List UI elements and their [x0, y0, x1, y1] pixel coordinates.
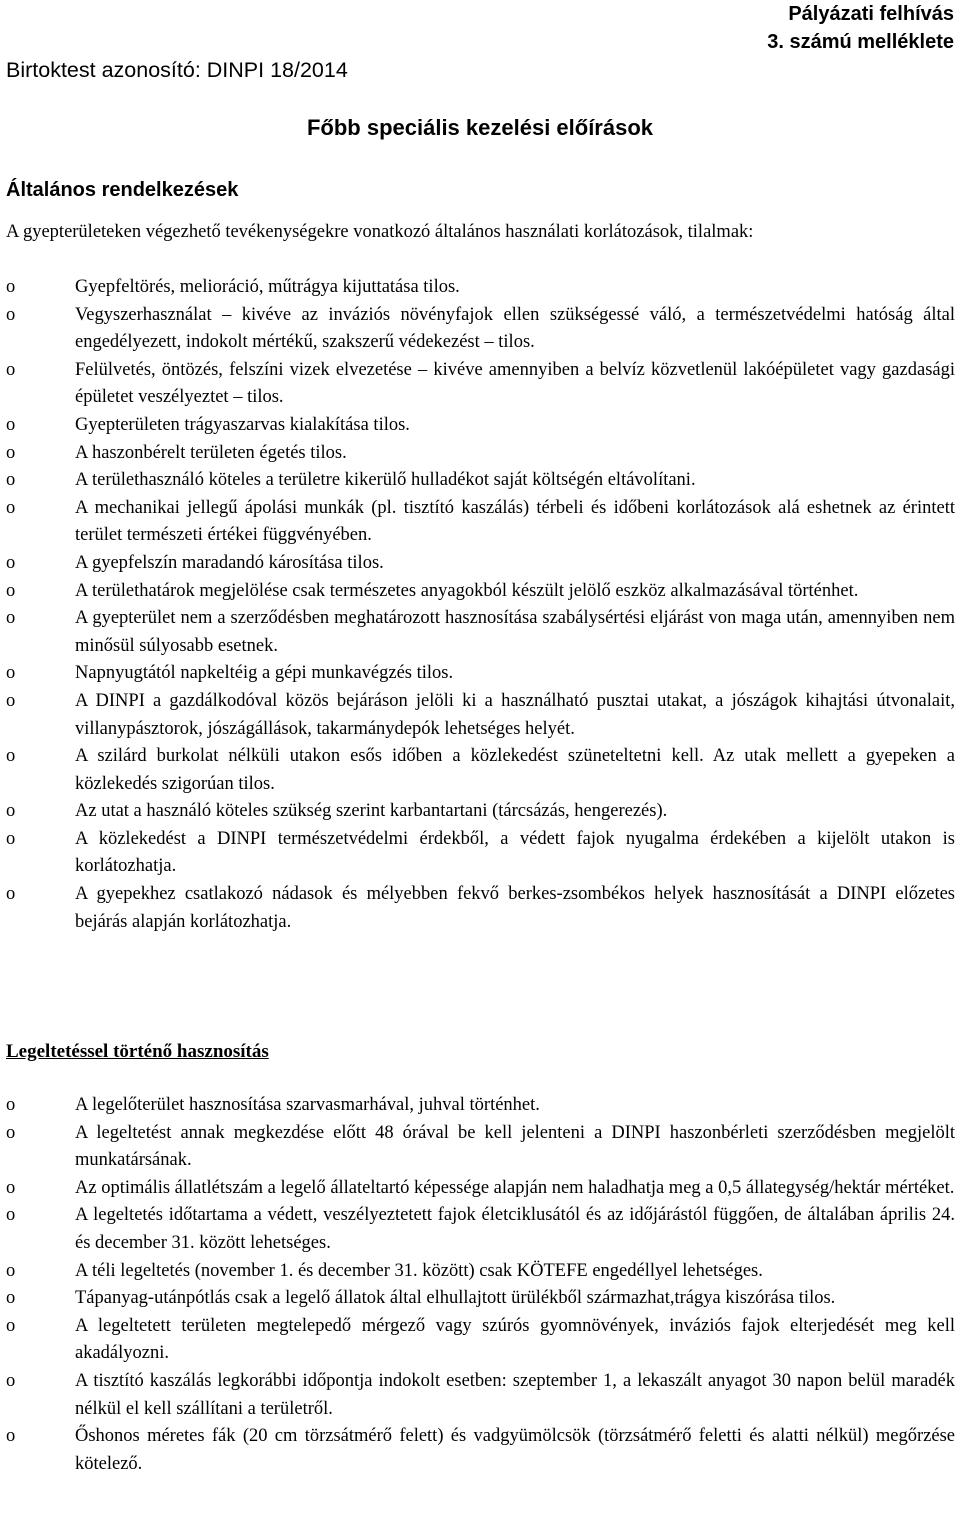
- section-heading-grazing: Legeltetéssel történő hasznosítás: [6, 1041, 269, 1062]
- list-item: [6, 660, 955, 688]
- section-intro: A gyepterületeken végezhető tevékenységekre vonatkozó általános használati korlátozások, tilalmak:: [6, 222, 754, 242]
- bullet-marker: o: [6, 1205, 16, 1226]
- bullet-marker: o: [6, 1260, 16, 1281]
- list-item-text: A DINPI a gazdálkodóval közös bejáráson jelöli ki a használható pusztai utakat, a jószágok kihajtási útvonalait, villanypásztorok, jószágállások, takarmánydepók lehetséges helyét.: [75, 690, 955, 739]
- bullet-marker: o: [6, 746, 16, 767]
- bullet-marker: o: [6, 801, 16, 822]
- list-item: [6, 1120, 955, 1175]
- list-item-text: A legeltetést annak megkezdése előtt 48 órával be kell jelenteni a DINPI haszonbérleti szerződésben megjelölt munkatársának.: [75, 1122, 955, 1171]
- bullet-marker: o: [6, 1370, 16, 1391]
- bullet-marker: o: [6, 580, 16, 601]
- list-item: [6, 688, 955, 743]
- bullet-marker: o: [6, 414, 16, 435]
- list-item-text: A területhatárok megjelölése csak természetes anyagokból készült jelölő eszköz alkalmazásával történhet.: [75, 580, 859, 601]
- bullet-marker: o: [6, 304, 16, 325]
- bullet-marker: o: [6, 1177, 16, 1198]
- annex-label-line1: Pályázati felhívás: [788, 3, 954, 25]
- list-item: [6, 550, 955, 578]
- list-item-text: A gyepterület nem a szerződésben meghatározott hasznosítása szabálysértési eljárást von maga után, amennyiben nem minősül súlyosabb esetnek.: [75, 608, 955, 656]
- list-item: [6, 605, 955, 660]
- bullet-marker: o: [6, 277, 16, 297]
- bullet-marker: o: [6, 1288, 16, 1309]
- bullet-marker: o: [6, 1095, 16, 1115]
- bullet-marker: o: [6, 359, 16, 380]
- list-item: [6, 440, 955, 468]
- list-item-text: A legeltetett területen megtelepedő mérgező vagy szúrós gyomnövények, inváziós fajok elterjedését meg kell akadályozni.: [75, 1315, 955, 1364]
- general-rules-list: [6, 274, 955, 936]
- bullet-marker: o: [6, 608, 16, 629]
- list-item: [6, 1423, 955, 1478]
- list-item: [6, 274, 955, 302]
- bullet-marker: o: [6, 1426, 16, 1447]
- bullet-marker: o: [6, 690, 16, 711]
- bullet-marker: o: [6, 884, 16, 905]
- list-item: [6, 467, 955, 495]
- list-item: [6, 412, 955, 440]
- list-item: [6, 1258, 955, 1286]
- annex-label: [767, 0, 954, 56]
- list-item-text: A haszonbérelt területen égetés tilos.: [75, 442, 347, 463]
- list-item-text: A mechanikai jellegű ápolási munkák (pl. tisztító kaszálás) térbeli és időbeni korlátozások alá eshetnek az érintett terület természeti értékei függvényében.: [75, 497, 955, 546]
- list-item-text: A gyepekhez csatlakozó nádasok és mélyebben fekvő berkes-zsombékos helyek hasznosítását a DINPI előzetes bejárás alapján korlátozhatja.: [75, 884, 955, 932]
- list-item: [6, 1175, 955, 1203]
- bullet-marker: o: [6, 828, 16, 849]
- annex-label-line2: 3. számú melléklete: [767, 31, 954, 53]
- list-item-text: A téli legeltetés (november 1. és december 31. között) csak KÖTEFE engedéllyel lehetséges.: [75, 1260, 763, 1281]
- list-item: [6, 302, 955, 357]
- list-item: [6, 495, 955, 550]
- list-item: [6, 1285, 955, 1313]
- list-item: [6, 578, 955, 606]
- list-item-text: Vegyszerhasználat – kivéve az inváziós növényfajok ellen szükségessé váló, a természetvédelmi hatóság által engedélyezett, indokolt mértékű, szakszerű védekezést – tilos.: [75, 304, 955, 353]
- list-item: [6, 1202, 955, 1257]
- list-item-text: Tápanyag-utánpótlás csak a legelő állatok által elhullajtott ürülékből származhat,trágya kiszórása tilos.: [75, 1288, 836, 1309]
- list-item: [6, 357, 955, 412]
- bullet-marker: o: [6, 497, 16, 518]
- list-item-text: Gyepterületen trágyaszarvas kialakítása tilos.: [75, 414, 410, 435]
- bullet-marker: o: [6, 470, 16, 491]
- list-item-text: Felülvetés, öntözés, felszíni vizek elvezetése – kivéve amennyiben a belvíz közvetlenül lakóépületet vagy gazdasági épületet veszélyeztet – tilos.: [75, 359, 955, 408]
- list-item-text: A közlekedést a DINPI természetvédelmi érdekből, a védett fajok nyugalma érdekében a kijelölt utakon is korlátozhatja.: [75, 828, 955, 877]
- list-item-text: A szilárd burkolat nélküli utakon esős időben a közlekedést szüneteltetni kell. Az utak mellett a gyepeken a közlekedés szigorúan tilos.: [75, 746, 955, 794]
- list-item-text: A területhasználó köteles a területre kikerülő hulladékot saját költségén eltávolítani.: [75, 470, 696, 491]
- page-title: Főbb speciális kezelési előírások: [306, 115, 654, 140]
- list-item: [6, 798, 955, 826]
- list-item: [6, 1313, 955, 1368]
- document-id: Birtoktest azonosító: DINPI 18/2014: [6, 58, 348, 82]
- list-item-text: A legelőterület hasznosítása szarvasmarhával, juhval történhet.: [75, 1095, 540, 1115]
- list-item-text: A gyepfelszín maradandó károsítása tilos.: [75, 552, 384, 573]
- list-item-text: A legeltetés időtartama a védett, veszélyeztetett fajok életciklusától és az időjárástól függően, de általában április 24. és december 31. között lehetséges.: [75, 1205, 955, 1253]
- list-item-text: Őshonos méretes fák (20 cm törzsátmérő felett) és vadgyümölcsök (törzsátmérő feletti és alatti nélkül) megőrzése kötelező.: [75, 1426, 955, 1474]
- list-item: [6, 826, 955, 881]
- list-item-text: Az optimális állatlétszám a legelő állateltartó képessége alapján nem haladhatja meg a 0,5 állategység/hektár mértéket.: [75, 1177, 955, 1198]
- list-item-text: A tisztító kaszálás legkorábbi időpontja indokolt esetben: szeptember 1, a lekaszált anyagot 30 napon belül maradék nélkül el kell szállítani a területről.: [75, 1370, 955, 1419]
- list-item: [6, 1368, 955, 1423]
- bullet-marker: o: [6, 1315, 16, 1336]
- list-item-text: Napnyugtától napkeltéig a gépi munkavégzés tilos.: [75, 663, 454, 684]
- list-item: [6, 743, 955, 798]
- list-item: [6, 881, 955, 936]
- bullet-marker: o: [6, 663, 16, 684]
- grazing-rules-list: [6, 1092, 955, 1478]
- bullet-marker: o: [6, 1122, 16, 1143]
- section-heading-general: Általános rendelkezések: [6, 179, 239, 201]
- list-item-text: Gyepfeltörés, melioráció, műtrágya kijuttatása tilos.: [75, 277, 460, 297]
- bullet-marker: o: [6, 442, 16, 463]
- bullet-marker: o: [6, 552, 16, 573]
- list-item: [6, 1092, 955, 1120]
- list-item-text: Az utat a használó köteles szükség szerint karbantartani (tárcsázás, hengerezés).: [75, 801, 668, 822]
